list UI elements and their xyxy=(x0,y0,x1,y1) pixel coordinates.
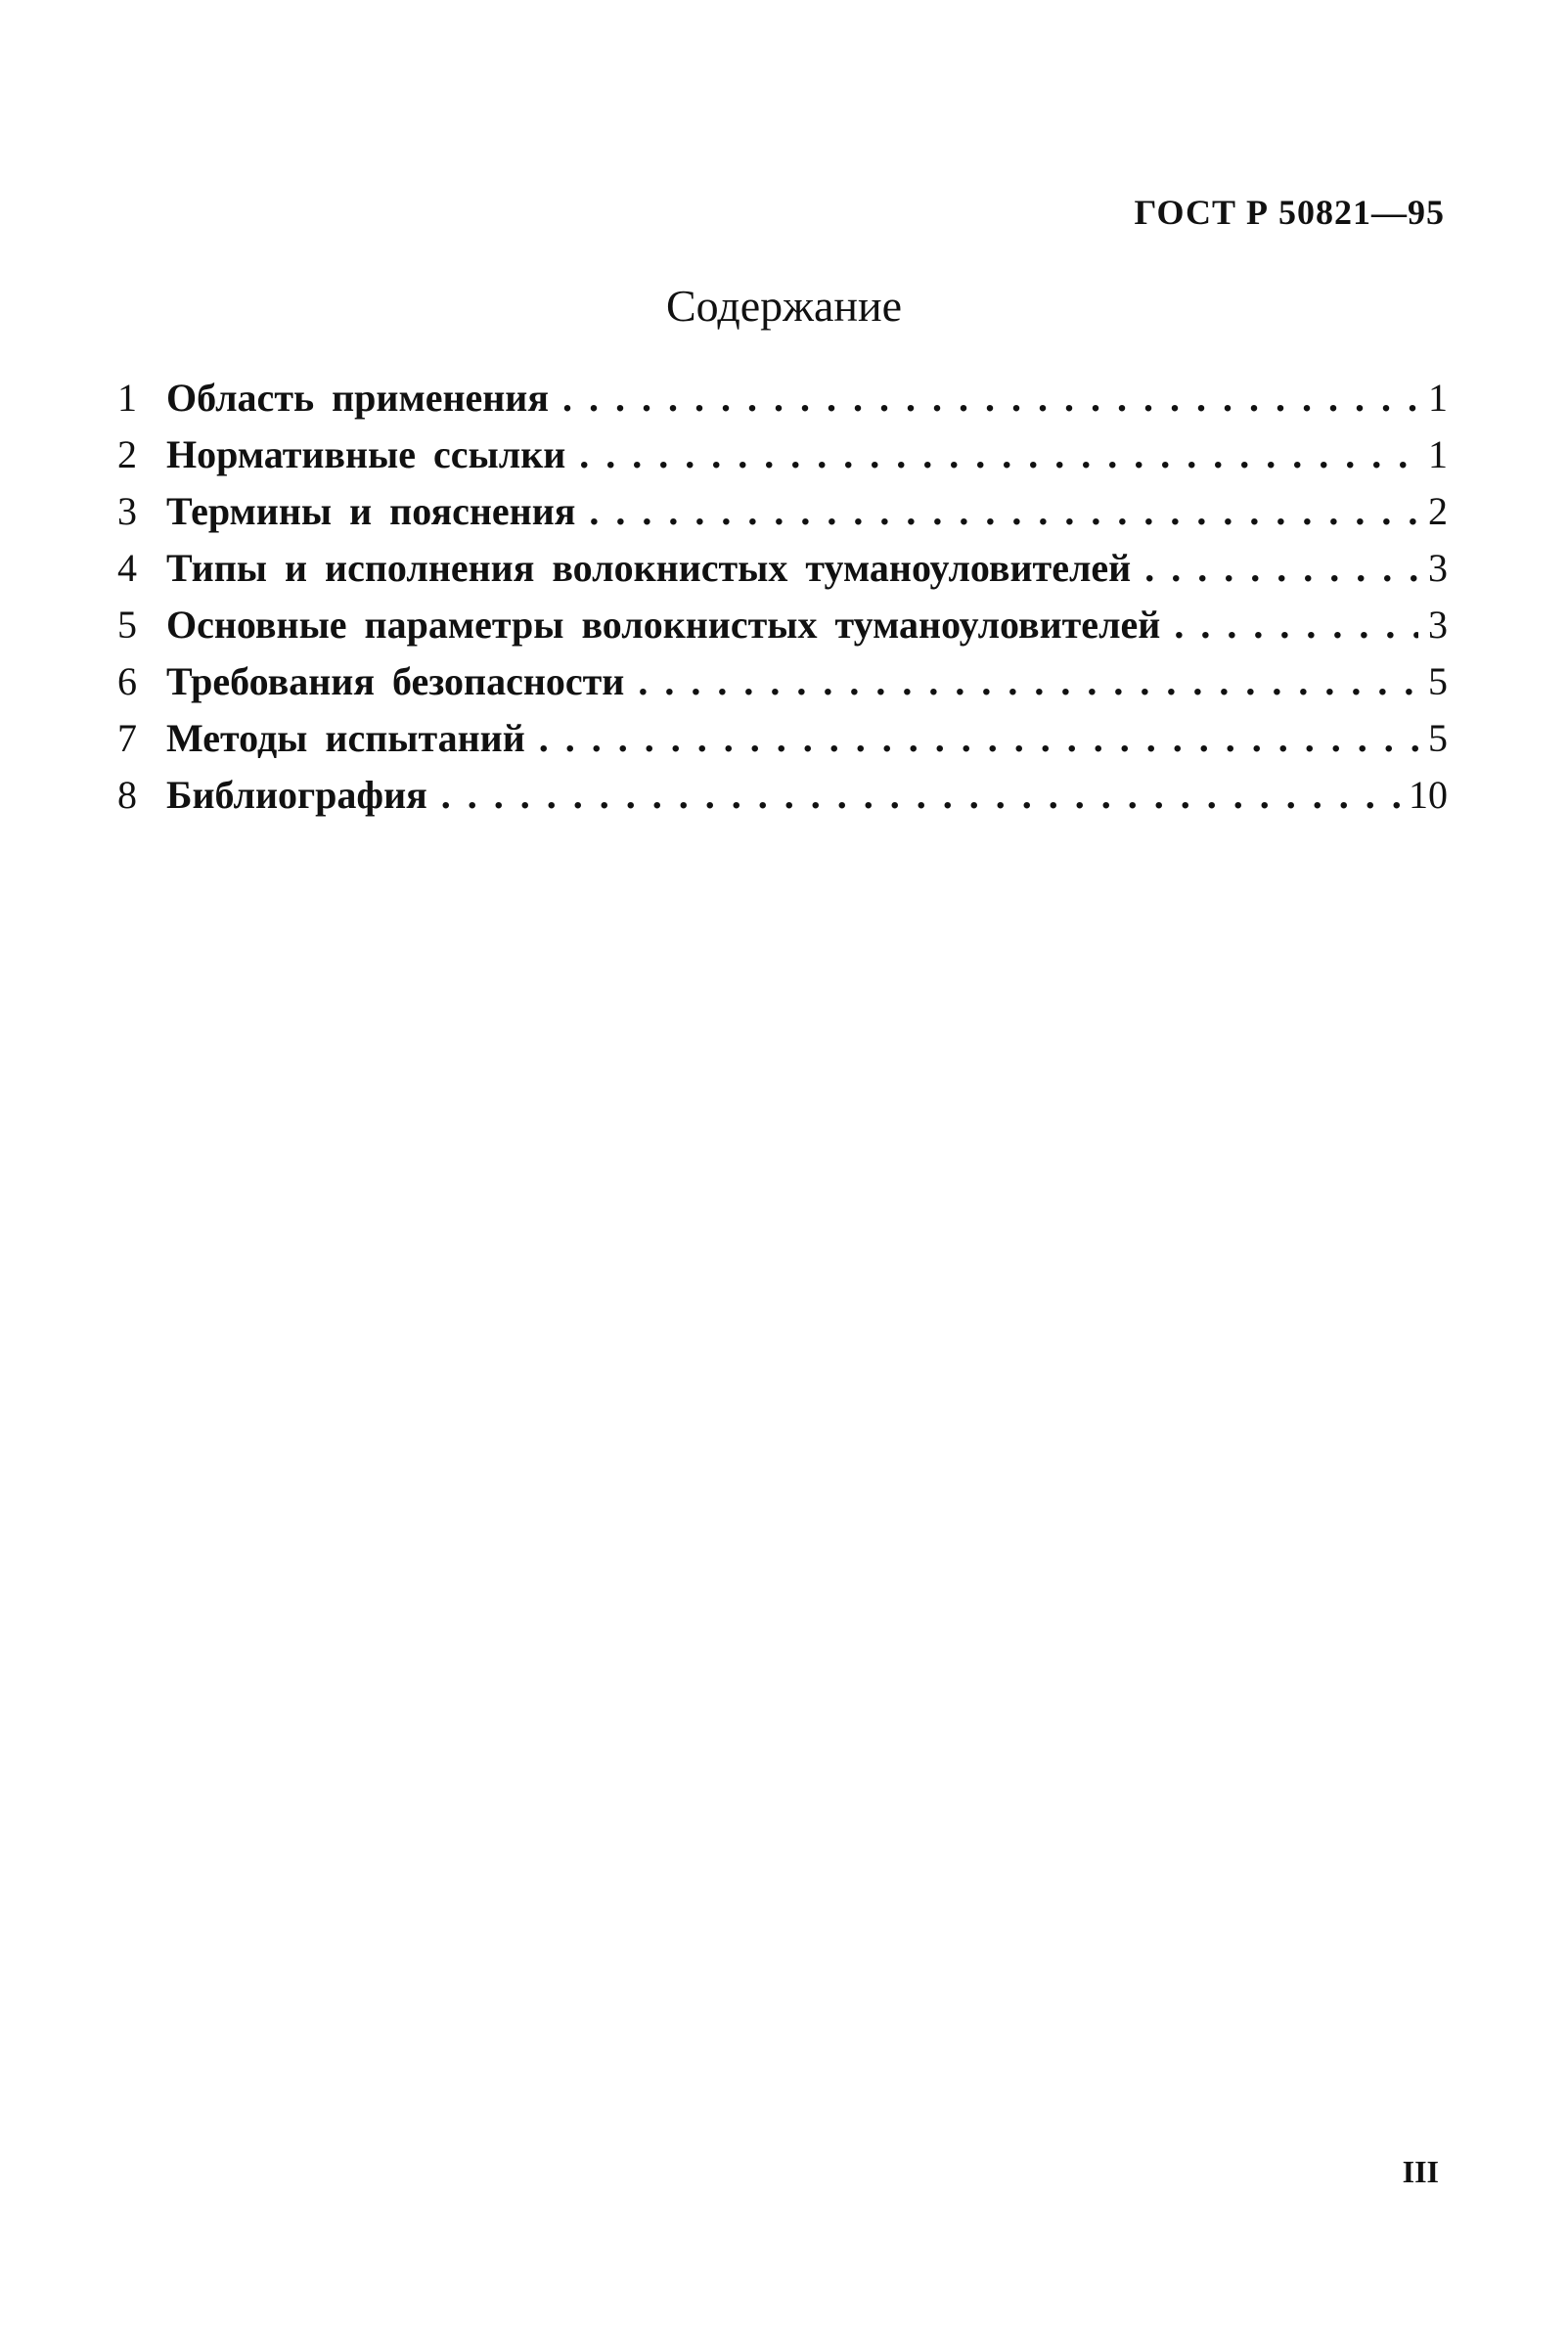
toc-entry-number: 1 xyxy=(117,376,137,420)
toc-entry-number: 5 xyxy=(117,603,137,647)
toc-entry-text: Основные параметры волокнистых туманоуловителей xyxy=(166,603,1161,647)
toc-entry-2[interactable] xyxy=(117,431,1448,488)
toc-dot-leader xyxy=(525,715,1418,761)
toc-entry-number: 3 xyxy=(117,489,137,533)
toc-entry-1[interactable] xyxy=(117,375,1448,431)
toc-entry-page: 3 xyxy=(1428,546,1448,590)
toc-dot-leader xyxy=(624,658,1418,704)
toc-entry-5[interactable] xyxy=(117,602,1448,658)
document-code: ГОСТ Р 50821—95 xyxy=(1134,193,1445,232)
toc-dot-leader xyxy=(565,431,1418,477)
toc-entry-text: Термины и пояснения xyxy=(166,489,576,533)
toc-entry-3[interactable] xyxy=(117,488,1448,545)
toc-dot-leader xyxy=(575,488,1418,534)
toc-entry-page: 3 xyxy=(1428,603,1448,647)
toc-entry-number: 8 xyxy=(117,773,137,817)
toc-entry-number: 6 xyxy=(117,659,137,703)
toc-title: Содержание xyxy=(665,281,903,331)
page-number: III xyxy=(1402,2154,1439,2189)
toc-entry-page: 10 xyxy=(1409,773,1448,817)
toc-entry-text: Область применения xyxy=(166,376,549,420)
toc-dot-leader xyxy=(549,375,1418,421)
toc-entry-number: 7 xyxy=(117,716,137,760)
toc-entry-6[interactable] xyxy=(117,658,1448,715)
toc-entry-page: 5 xyxy=(1428,716,1448,760)
toc-entry-page: 5 xyxy=(1428,659,1448,703)
toc-entry-4[interactable] xyxy=(117,545,1448,602)
toc-entry-number: 4 xyxy=(117,546,137,590)
toc-entry-page: 1 xyxy=(1428,432,1448,476)
toc-entry-text: Типы и исполнения волокнистых туманоуловителей xyxy=(166,546,1132,590)
toc-entry-text: Нормативные ссылки xyxy=(166,432,566,476)
toc-dot-leader xyxy=(1160,602,1418,648)
toc-entry-7[interactable] xyxy=(117,715,1448,772)
toc-entry-text: Требования безопасности xyxy=(166,659,625,703)
toc-entry-text: Методы испытаний xyxy=(166,716,525,760)
toc-entry-page: 1 xyxy=(1428,376,1448,420)
toc-entry-number: 2 xyxy=(117,432,137,476)
toc-entry-8[interactable] xyxy=(117,772,1448,829)
toc-entry-page: 2 xyxy=(1428,489,1448,533)
toc-dot-leader xyxy=(427,772,1409,818)
toc-entry-text: Библиография xyxy=(166,773,427,817)
table-of-contents xyxy=(117,375,1448,829)
toc-dot-leader xyxy=(1131,545,1418,591)
